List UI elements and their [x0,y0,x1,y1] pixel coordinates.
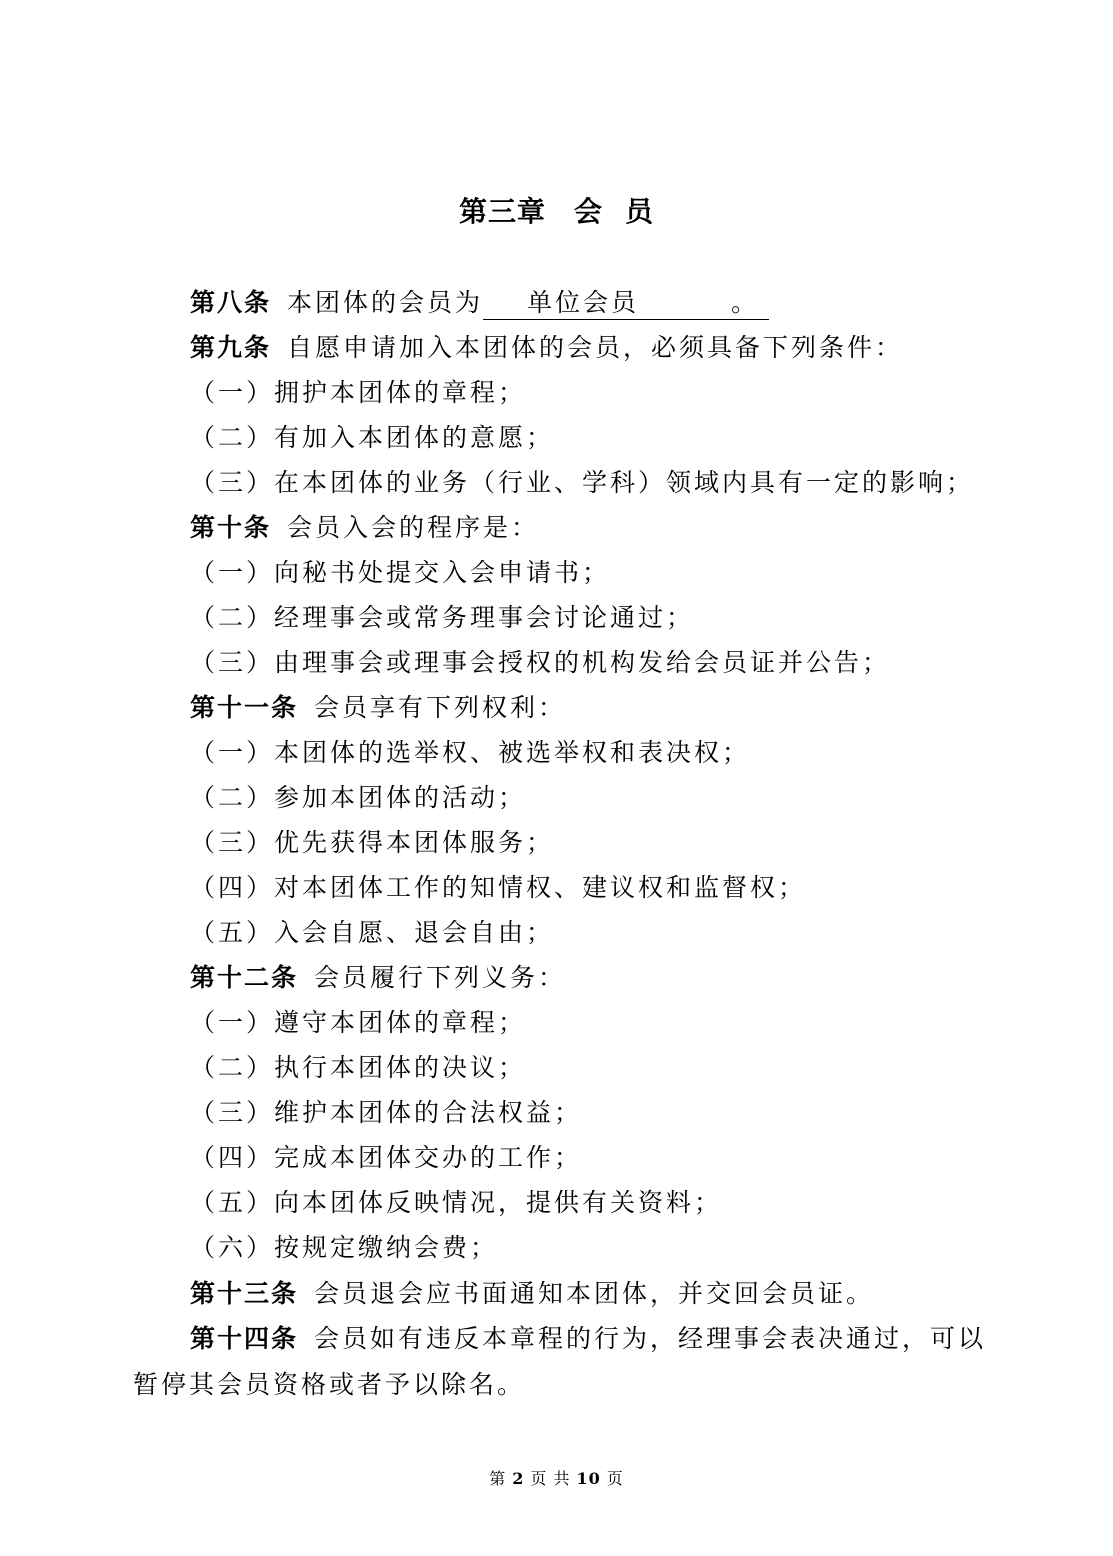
list-item: （一）拥护本团体的章程； [190,378,527,407]
list-item: （五）向本团体反映情况，提供有关资料； [190,1188,723,1217]
article-12 [190,961,566,995]
chapter-title [0,190,1113,230]
list-item: （六）按规定缴纳会费； [190,1233,499,1262]
article-8 [190,286,769,320]
list-item: （二）有加入本团体的意愿； [190,423,555,452]
list-item: （四）完成本团体交办的工作； [190,1143,583,1172]
list-item: （三）在本团体的业务（行业、学科）领域内具有一定的影响； [190,468,975,497]
article-14 [190,1322,986,1356]
footer-prefix: 第 [489,1469,507,1488]
current-page-number: 2 [512,1469,525,1488]
chapter-number: 第三章 [458,195,546,228]
article-text: 会员退会应书面通知本团体，并交回会员证。 [314,1279,875,1308]
article-label: 第九条 [190,333,272,362]
page-footer [0,1466,1113,1489]
footer-middle: 页 共 [530,1469,571,1488]
footer-suffix: 页 [606,1469,624,1488]
list-item: （一）遵守本团体的章程； [190,1008,527,1037]
article-text: 自愿申请加入本团体的会员，必须具备下列条件： [287,333,904,362]
chapter-name-char-2: 员 [625,195,655,228]
list-item: （四）对本团体工作的知情权、建议权和监督权； [190,873,807,902]
article-14-continuation: 暂停其会员资格或者予以除名。 [133,1370,526,1399]
list-item: （三）优先获得本团体服务； [190,828,555,857]
chapter-name-char-1: 会 [573,195,603,228]
list-item: （二）参加本团体的活动； [190,783,527,812]
list-item: （五）入会自愿、退会自由； [190,918,555,947]
article-10 [190,511,539,545]
member-type-blank [483,287,769,320]
list-item: （二）经理事会或常务理事会讨论通过； [190,603,695,632]
article-text: 会员入会的程序是： [287,513,540,542]
article-label: 第十一条 [190,693,299,722]
article-13 [190,1277,874,1311]
member-type-value: 单位会员 [527,288,640,317]
article-text: 会员如有违反本章程的行为，经理事会表决通过，可以 [314,1324,987,1353]
article-label: 第十条 [190,513,272,542]
article-label: 第十二条 [190,963,299,992]
article-11 [190,691,566,725]
article-label: 第十四条 [190,1324,299,1353]
article-text: 会员享有下列权利： [314,693,567,722]
list-item: （一）本团体的选举权、被选举权和表决权； [190,738,751,767]
article-text: 会员履行下列义务： [314,963,567,992]
article-9 [190,331,903,365]
article-label: 第八条 [190,288,272,317]
list-item: （三）维护本团体的合法权益； [190,1098,583,1127]
blank-period: 。 [731,288,760,317]
total-page-count: 10 [576,1469,601,1488]
article-text: 本团体的会员为 [287,288,484,317]
list-item: （二）执行本团体的决议； [190,1053,527,1082]
list-item: （一）向秘书处提交入会申请书； [190,558,611,587]
article-label: 第十三条 [190,1279,299,1308]
list-item: （三）由理事会或理事会授权的机构发给会员证并公告； [190,648,891,677]
